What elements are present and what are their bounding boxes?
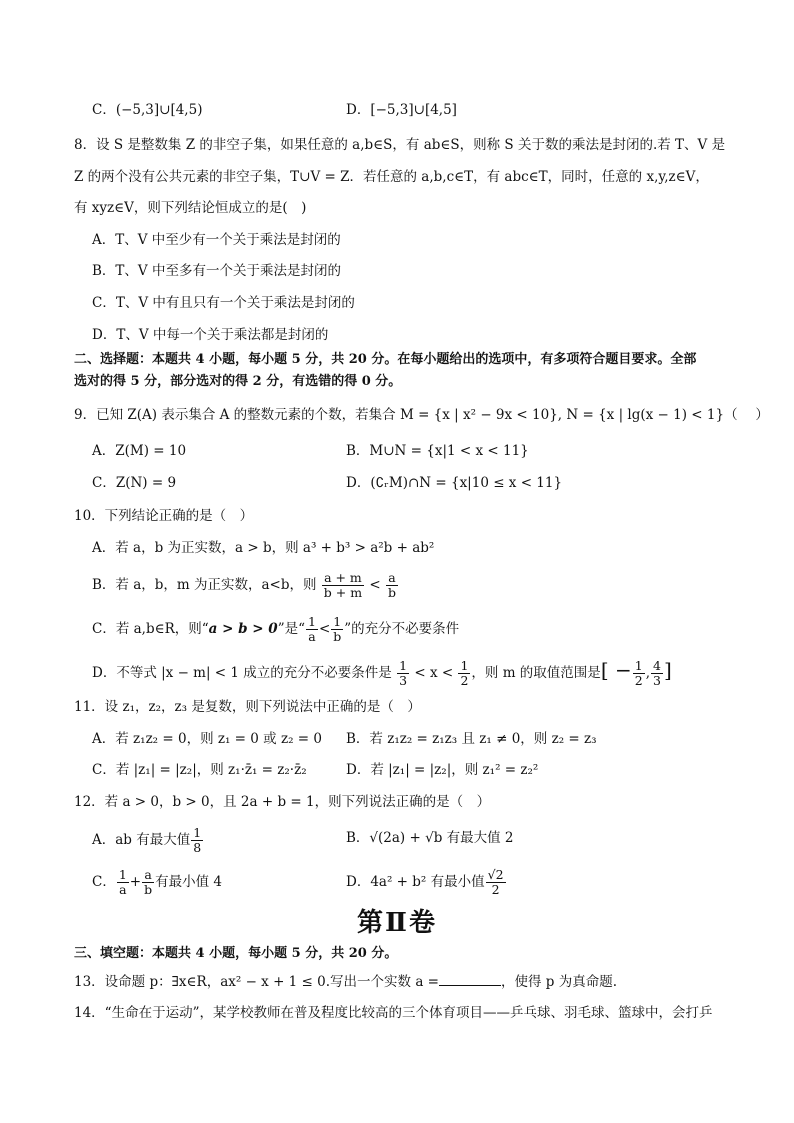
- q10-c-fraction-1: [306, 615, 318, 644]
- q8-stem-line1: 8．设 S 是整数集 Z 的非空子集，如果任意的 a,b∈S，有 ab∈S，则称 S 关于数的乘法是封闭的.若 T、V 是: [74, 137, 726, 153]
- denominator: a: [308, 629, 316, 644]
- q12-option-d: [346, 868, 507, 897]
- numerator: √2: [487, 867, 504, 882]
- q10-c-condition: a > b > 0: [208, 621, 278, 637]
- q10-d-comma: ,: [645, 665, 650, 681]
- q12-stem: 12．若 a > 0，b > 0，且 2a + b = 1，则下列说法正确的是（ ）: [74, 794, 491, 810]
- numerator: a: [142, 868, 154, 883]
- q10-d-fraction-3: [633, 659, 645, 688]
- numerator: 1: [193, 825, 202, 840]
- denominator: b: [333, 629, 342, 644]
- q10-b-prefix: B．若 a，b，m 为正实数，a<b，则: [92, 577, 317, 593]
- q10-d-fraction-2: [458, 659, 470, 688]
- q12-a-prefix: A．ab 有最大值: [92, 832, 191, 848]
- numerator: 4: [652, 658, 661, 673]
- q12-c-prefix: C．: [92, 874, 116, 890]
- numerator: 1: [308, 614, 316, 629]
- q12-a-fraction: [191, 826, 203, 855]
- q10-d-range-close: ]: [663, 658, 672, 682]
- denominator: 3: [652, 673, 661, 688]
- q7-option-c: C．(−5,3]∪[4,5): [92, 102, 203, 118]
- q13-prefix: 13．设命题 p：∃x∈R，ax² − x + 1 ≤ 0.写出一个实数 a =: [74, 974, 439, 990]
- q9-option-d: D．(∁ᵣM)∩N = {x|10 ≤ x < 11}: [346, 475, 563, 491]
- q10-c-prefix: C．若 a,b∈R，则“: [92, 621, 209, 637]
- section3-header: 三、填空题：本题共 4 小题，每小题 5 分，共 20 分。: [74, 946, 398, 961]
- q10-option-c: C．若 a,b∈R，则“a > b > 0”是“ $\frac{1}{a}$ < $\frac{1}{b}$ ”的充分不必要条件: [92, 614, 460, 644]
- q8-option-a: A．T、V 中至少有一个关于乘法是封闭的: [92, 232, 341, 248]
- q13-stem: [74, 972, 617, 992]
- q10-d-fraction-1: [397, 659, 409, 688]
- q12-c-suffix: 有最小值 4: [155, 874, 223, 890]
- q10-b-fraction-2: [386, 571, 398, 600]
- q10-option-a: A．若 a，b 为正实数，a > b，则 a³ + b³ > a²b + ab²: [92, 540, 435, 556]
- q8-option-c: C．T、V 中有且只有一个关于乘法是封闭的: [92, 295, 355, 311]
- denominator: 3: [399, 673, 408, 688]
- q10-d-range-open: [ −: [600, 658, 632, 682]
- q10-d-middle: ，则 m 的取值范围是: [471, 665, 601, 681]
- q9-stem: 9．已知 Z(A) 表示集合 A 的整数元素的个数，若集合 M = {x | x² − 9x < 10}, N = {x | lg(x − 1) < 1}（ ）: [74, 407, 769, 423]
- q11-option-a: A．若 z₁z₂ = 0，则 z₁ = 0 或 z₂ = 0: [92, 731, 322, 747]
- q12-c-fraction-2: [142, 868, 154, 897]
- q9-option-b: B．M∪N = {x|1 < x < 11}: [346, 443, 529, 459]
- q13-answer-blank[interactable]: [439, 973, 501, 986]
- q10-c-suffix: ”的充分不必要条件: [344, 621, 460, 637]
- less-than-sign: <: [369, 577, 381, 593]
- q10-b-fraction-1: [322, 571, 364, 600]
- denominator: 2: [491, 882, 500, 897]
- numerator: 1: [634, 658, 643, 673]
- q13-suffix: ，使得 p 为真命题.: [501, 974, 618, 990]
- q8-option-b: B．T、V 中至多有一个关于乘法是封闭的: [92, 263, 341, 279]
- plus-sign: +: [129, 874, 142, 890]
- numerator: 1: [331, 615, 343, 630]
- q9-option-c: C．Z(N) = 9: [92, 475, 177, 491]
- denominator: 8: [193, 840, 202, 855]
- q14-stem: 14．“生命在于运动”，某学校教师在普及程度比较高的三个体育项目——乒乓球、羽毛球、篮球中，会打乒: [74, 1005, 713, 1021]
- q10-stem: 10．下列结论正确的是（ ）: [74, 508, 254, 524]
- q12-option-c: [92, 868, 222, 897]
- q12-d-prefix: D．4a² + b² 有最小值: [346, 874, 485, 890]
- q8-stem-line3: 有 xyz∈V，则下列结论恒成立的是( ): [74, 200, 307, 216]
- q8-option-d: D．T、V 中每一个关于乘法都是封闭的: [92, 327, 329, 343]
- q12-c-fraction-1: [117, 868, 129, 897]
- q10-option-b: [92, 571, 399, 600]
- numerator: 1: [460, 658, 469, 673]
- denominator: 2: [460, 673, 469, 688]
- denominator: 2: [634, 673, 643, 688]
- q11-option-b: B．若 z₁z₂ = z₁z₃ 且 z₁ ≠ 0，则 z₂ = z₃: [346, 731, 597, 747]
- q9-option-a: A．Z(M) = 10: [92, 443, 187, 459]
- q7-option-d: D．[−5,3]∪[4,5]: [346, 102, 457, 118]
- q10-d-fraction-4: [651, 659, 663, 688]
- q8-stem-line2: Z 的两个没有公共元素的非空子集，T∪V = Z．若任意的 a,b,c∈T，有 abc∈T，同时，任意的 x,y,z∈V，: [74, 169, 709, 185]
- section2-header-line2: 选对的得 5 分，部分选对的得 2 分，有选错的得 0 分。: [74, 374, 402, 389]
- denominator: b + m: [323, 585, 363, 600]
- q10-option-d: [92, 659, 672, 688]
- q11-stem: 11．设 z₁，z₂，z₃ 是复数，则下列说法中正确的是（ ）: [74, 699, 421, 715]
- q10-d-inequality: < x <: [414, 665, 454, 681]
- q10-c-fraction-2: [331, 615, 343, 644]
- q12-d-fraction: [486, 868, 506, 897]
- q11-option-c: C．若 |z₁| = |z₂|，则 z₁·z̄₁ = z₂·z̄₂: [92, 762, 307, 778]
- q11-option-d: D．若 |z₁| = |z₂|，则 z₁² = z₂²: [346, 762, 539, 778]
- part2-title: 第Ⅱ卷: [357, 908, 437, 938]
- denominator: a: [119, 882, 127, 897]
- q12-option-b: B．√(2a) + √b 有最大值 2: [346, 830, 514, 846]
- denominator: b: [387, 585, 396, 600]
- q10-d-prefix: D．不等式 |x − m| < 1 成立的充分不必要条件是: [92, 665, 392, 681]
- numerator: a: [386, 571, 398, 586]
- q12-option-a: [92, 826, 204, 855]
- numerator: 1: [399, 658, 408, 673]
- numerator: a + m: [322, 571, 364, 586]
- section2-header-line1: 二、选择题：本题共 4 小题，每小题 5 分，共 20 分。在每小题给出的选项中，有多项符合题目要求。全部: [74, 352, 697, 367]
- denominator: b: [144, 882, 153, 897]
- q10-c-middle: ”是“: [277, 621, 305, 637]
- numerator: 1: [118, 867, 127, 882]
